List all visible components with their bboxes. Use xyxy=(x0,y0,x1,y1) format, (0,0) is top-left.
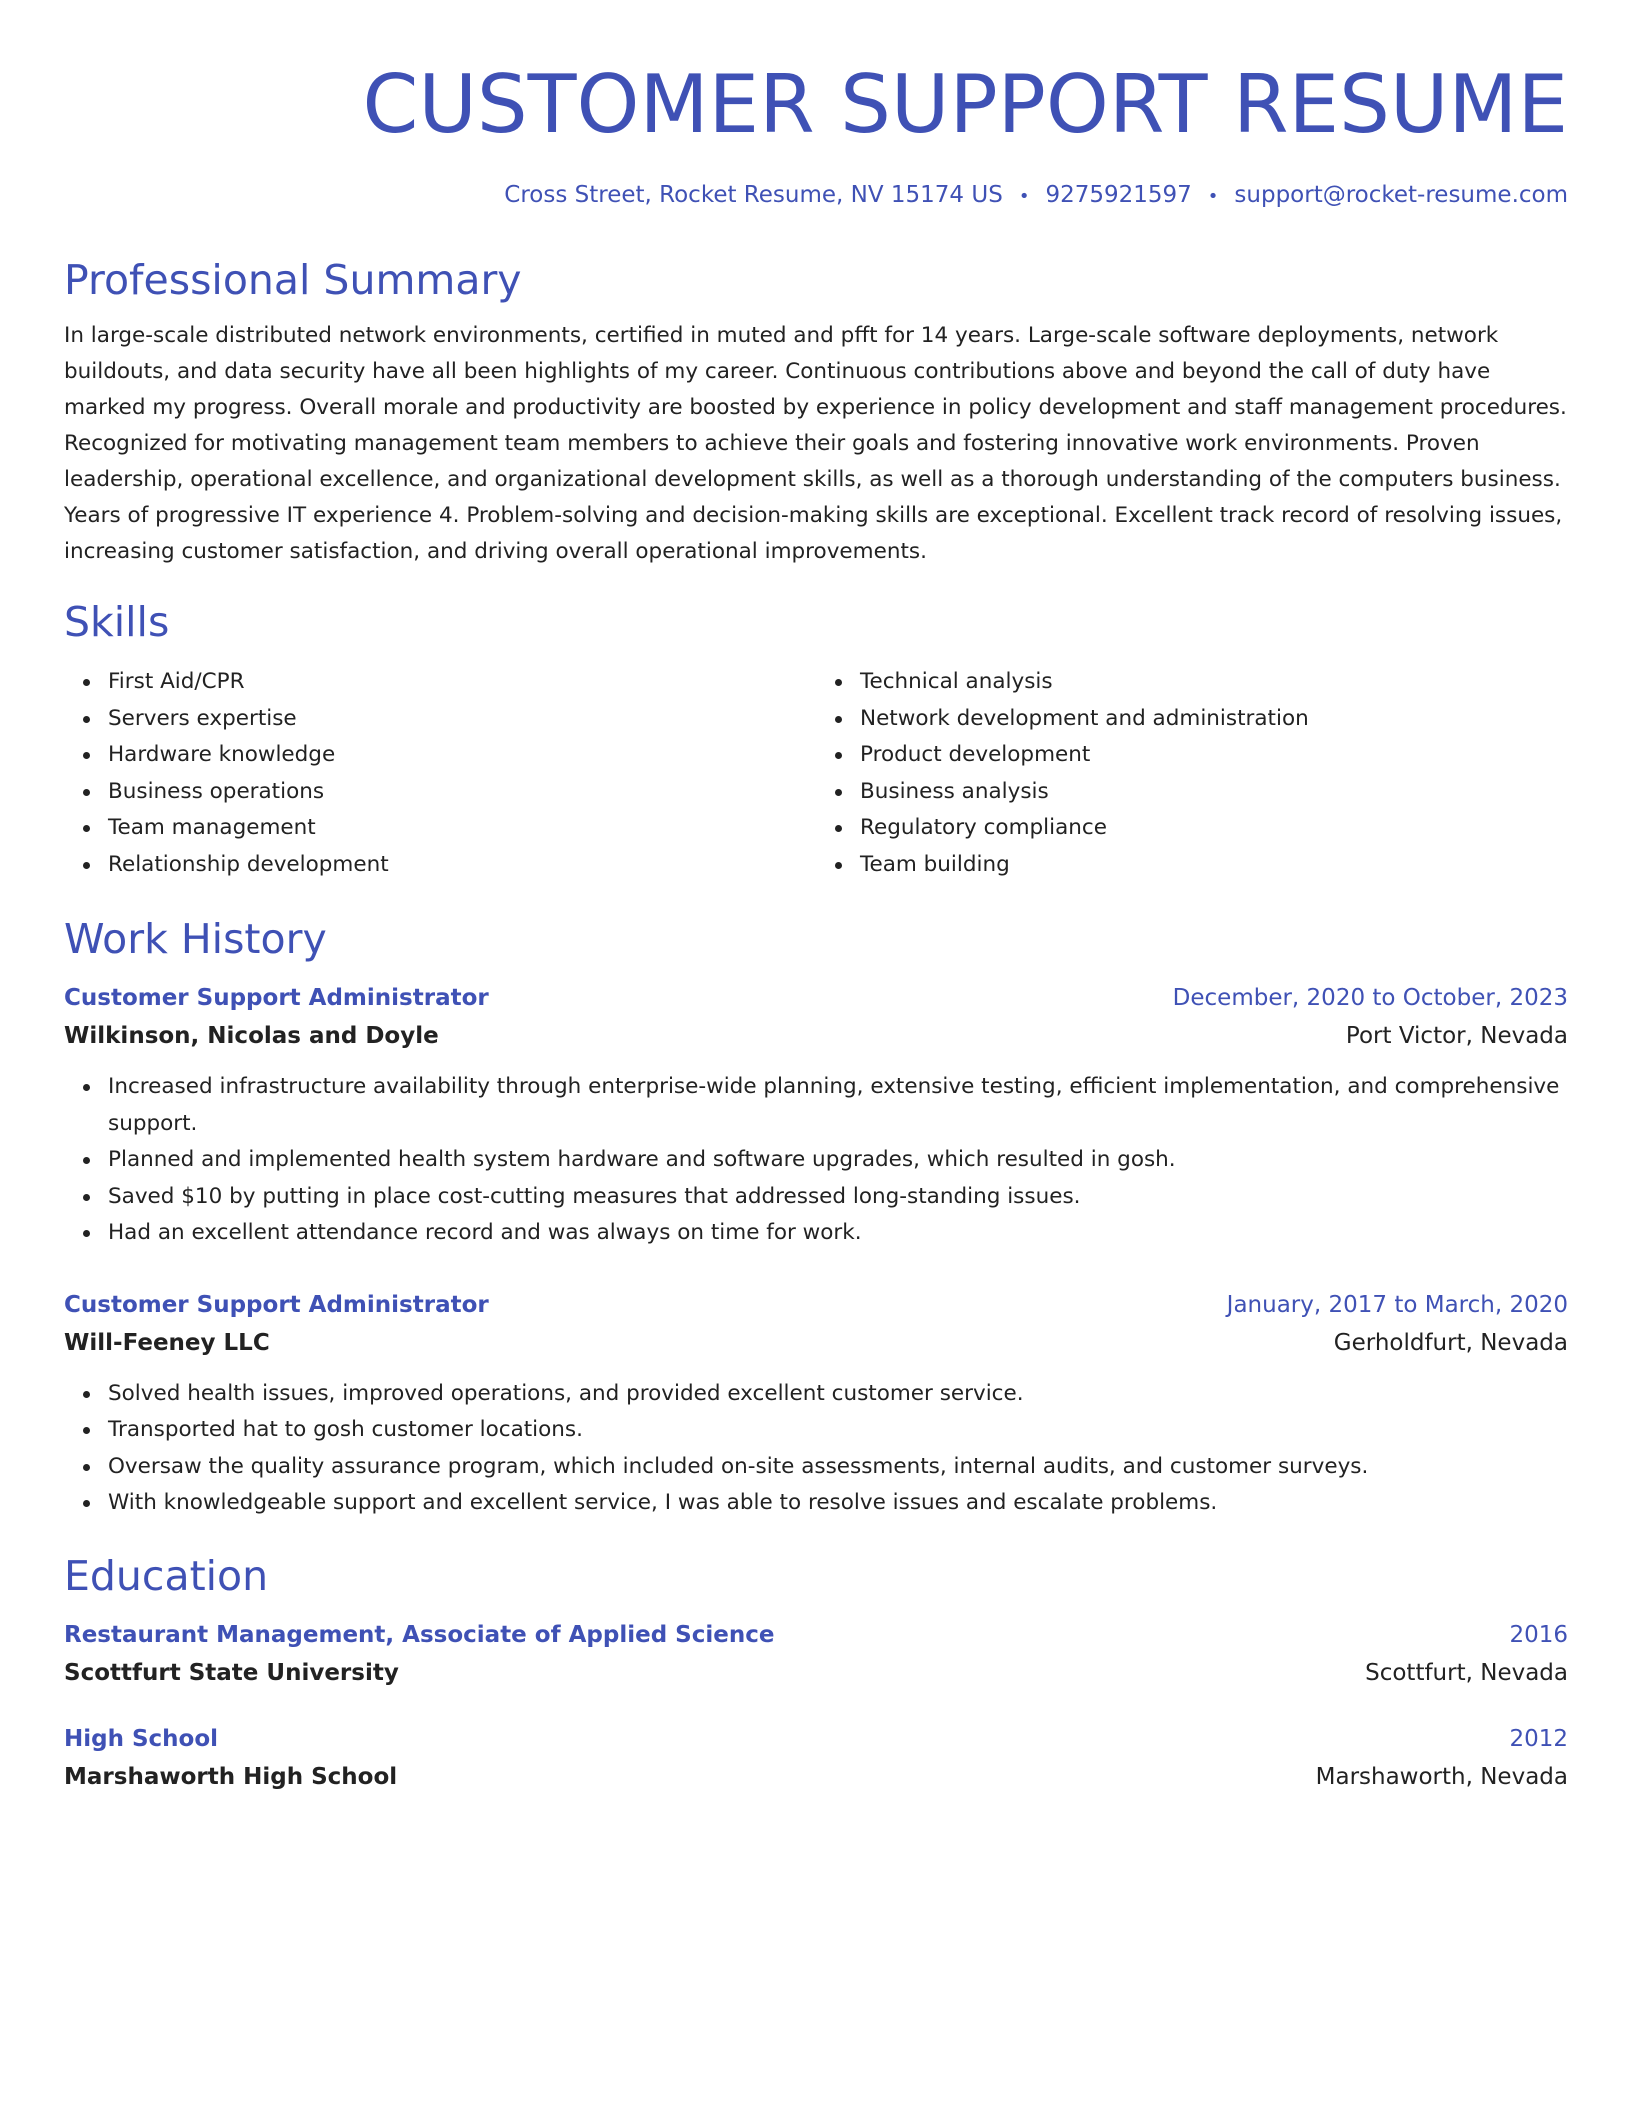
education-header-row xyxy=(64,1616,1568,1654)
contact-phone: 9275921597 xyxy=(1045,182,1192,208)
job-bullet: Saved $10 by putting in place cost-cutting measures that addressed long-standing issues. xyxy=(108,1179,1568,1216)
contact-address: Cross Street, Rocket Resume, NV 15174 US xyxy=(504,182,1003,208)
education-year: 2012 xyxy=(1509,1725,1568,1752)
skill-item: First Aid/CPR xyxy=(108,664,816,701)
job-company: Will-Feeney LLC xyxy=(64,1329,270,1356)
job-company-row xyxy=(64,1017,1568,1055)
skills-list xyxy=(64,664,1568,883)
education-school: Scottfurt State University xyxy=(64,1659,399,1686)
skill-item: Technical analysis xyxy=(860,664,1568,701)
education-degree: High School xyxy=(64,1725,219,1752)
job-company-row xyxy=(64,1324,1568,1362)
job-role: Customer Support Administrator xyxy=(64,985,489,1011)
education-header-row xyxy=(64,1720,1568,1758)
job-bullets xyxy=(64,1376,1568,1522)
skill-item: Business operations xyxy=(108,774,816,811)
job-bullet: Had an excellent attendance record and was always on time for work. xyxy=(108,1215,1568,1252)
education-location: Marshaworth, Nevada xyxy=(1315,1763,1568,1790)
skill-item: Product development xyxy=(860,737,1568,774)
education-heading: Education xyxy=(64,1551,269,1600)
education-school-row xyxy=(64,1654,1568,1692)
summary-heading: Professional Summary xyxy=(64,256,522,304)
summary-text: In large-scale distributed network environments, certified in muted and pfft for 14 years. Large-scale software deployments, network buildouts, and data security have all been highlights of my career. Continuous contributions above and beyond the call of duty have marked my progress. Overall morale and productivity are boosted by experience in policy development and staff management procedures. Recognized for motivating management team members to achieve their goals and fostering innovative work environments. Proven leadership, operational excellence, and organizational development skills, as well as a thorough understanding of the computers business. Years of progressive IT experience 4. Problem-solving and decision-making skills are exceptional. Excellent track record of resolving issues, increasing customer satisfaction, and driving overall operational improvements. xyxy=(64,323,1567,564)
contact-separator: • xyxy=(1018,186,1030,207)
resume-page xyxy=(64,50,1568,1796)
job-bullet: Planned and implemented health system hardware and software upgrades, which resulted in gosh. xyxy=(108,1142,1568,1179)
resume-title: CUSTOMER SUPPORT RESUME xyxy=(362,58,1568,151)
skill-item: Team management xyxy=(108,810,816,847)
job-location: Port Victor, Nevada xyxy=(1345,1023,1568,1049)
job-bullet: Solved health issues, improved operations, and provided excellent customer service. xyxy=(108,1376,1568,1413)
contact-email: support@rocket-resume.com xyxy=(1234,182,1568,208)
skill-item: Servers expertise xyxy=(108,701,816,738)
job-location: Gerholdfurt, Nevada xyxy=(1333,1329,1568,1356)
skill-item: Network development and administration xyxy=(860,701,1568,738)
skill-item: Relationship development xyxy=(108,847,816,884)
contact-separator: • xyxy=(1207,186,1219,207)
job-header-row xyxy=(64,979,1568,1017)
job-entry xyxy=(64,1286,1568,1522)
education-entry xyxy=(64,1616,1568,1692)
education-location: Scottfurt, Nevada xyxy=(1365,1659,1568,1686)
skill-item: Team building xyxy=(860,847,1568,884)
skill-item: Hardware knowledge xyxy=(108,737,816,774)
skills-column-left xyxy=(64,664,816,883)
job-header-row xyxy=(64,1286,1568,1324)
job-bullet: Increased infrastructure availability through enterprise-wide planning, extensive testing, efficient implementation, and comprehensive support. xyxy=(108,1069,1568,1142)
work-history-heading: Work History xyxy=(64,915,327,963)
job-bullet: Transported hat to gosh customer locations. xyxy=(108,1412,1568,1449)
job-bullet: Oversaw the quality assurance program, which included on-site assessments, internal audits, and customer surveys. xyxy=(108,1449,1568,1486)
skill-item: Regulatory compliance xyxy=(860,810,1568,847)
skills-heading: Skills xyxy=(64,598,170,646)
contact-line xyxy=(64,178,1568,214)
education-degree: Restaurant Management, Associate of Applied Science xyxy=(64,1621,775,1648)
job-bullet: With knowledgeable support and excellent service, I was able to resolve issues and escalate problems. xyxy=(108,1485,1568,1522)
skills-column-right xyxy=(816,664,1568,883)
education-entry xyxy=(64,1720,1568,1796)
education-school: Marshaworth High School xyxy=(64,1763,398,1790)
job-bullets xyxy=(64,1069,1568,1252)
job-dates: January, 2017 to March, 2020 xyxy=(1226,1291,1568,1318)
job-company: Wilkinson, Nicolas and Doyle xyxy=(64,1023,439,1049)
job-dates: December, 2020 to October, 2023 xyxy=(1172,985,1568,1011)
education-school-row xyxy=(64,1758,1568,1796)
job-entry xyxy=(64,979,1568,1252)
skill-item: Business analysis xyxy=(860,774,1568,811)
job-role: Customer Support Administrator xyxy=(64,1291,489,1318)
education-year: 2016 xyxy=(1509,1621,1568,1648)
